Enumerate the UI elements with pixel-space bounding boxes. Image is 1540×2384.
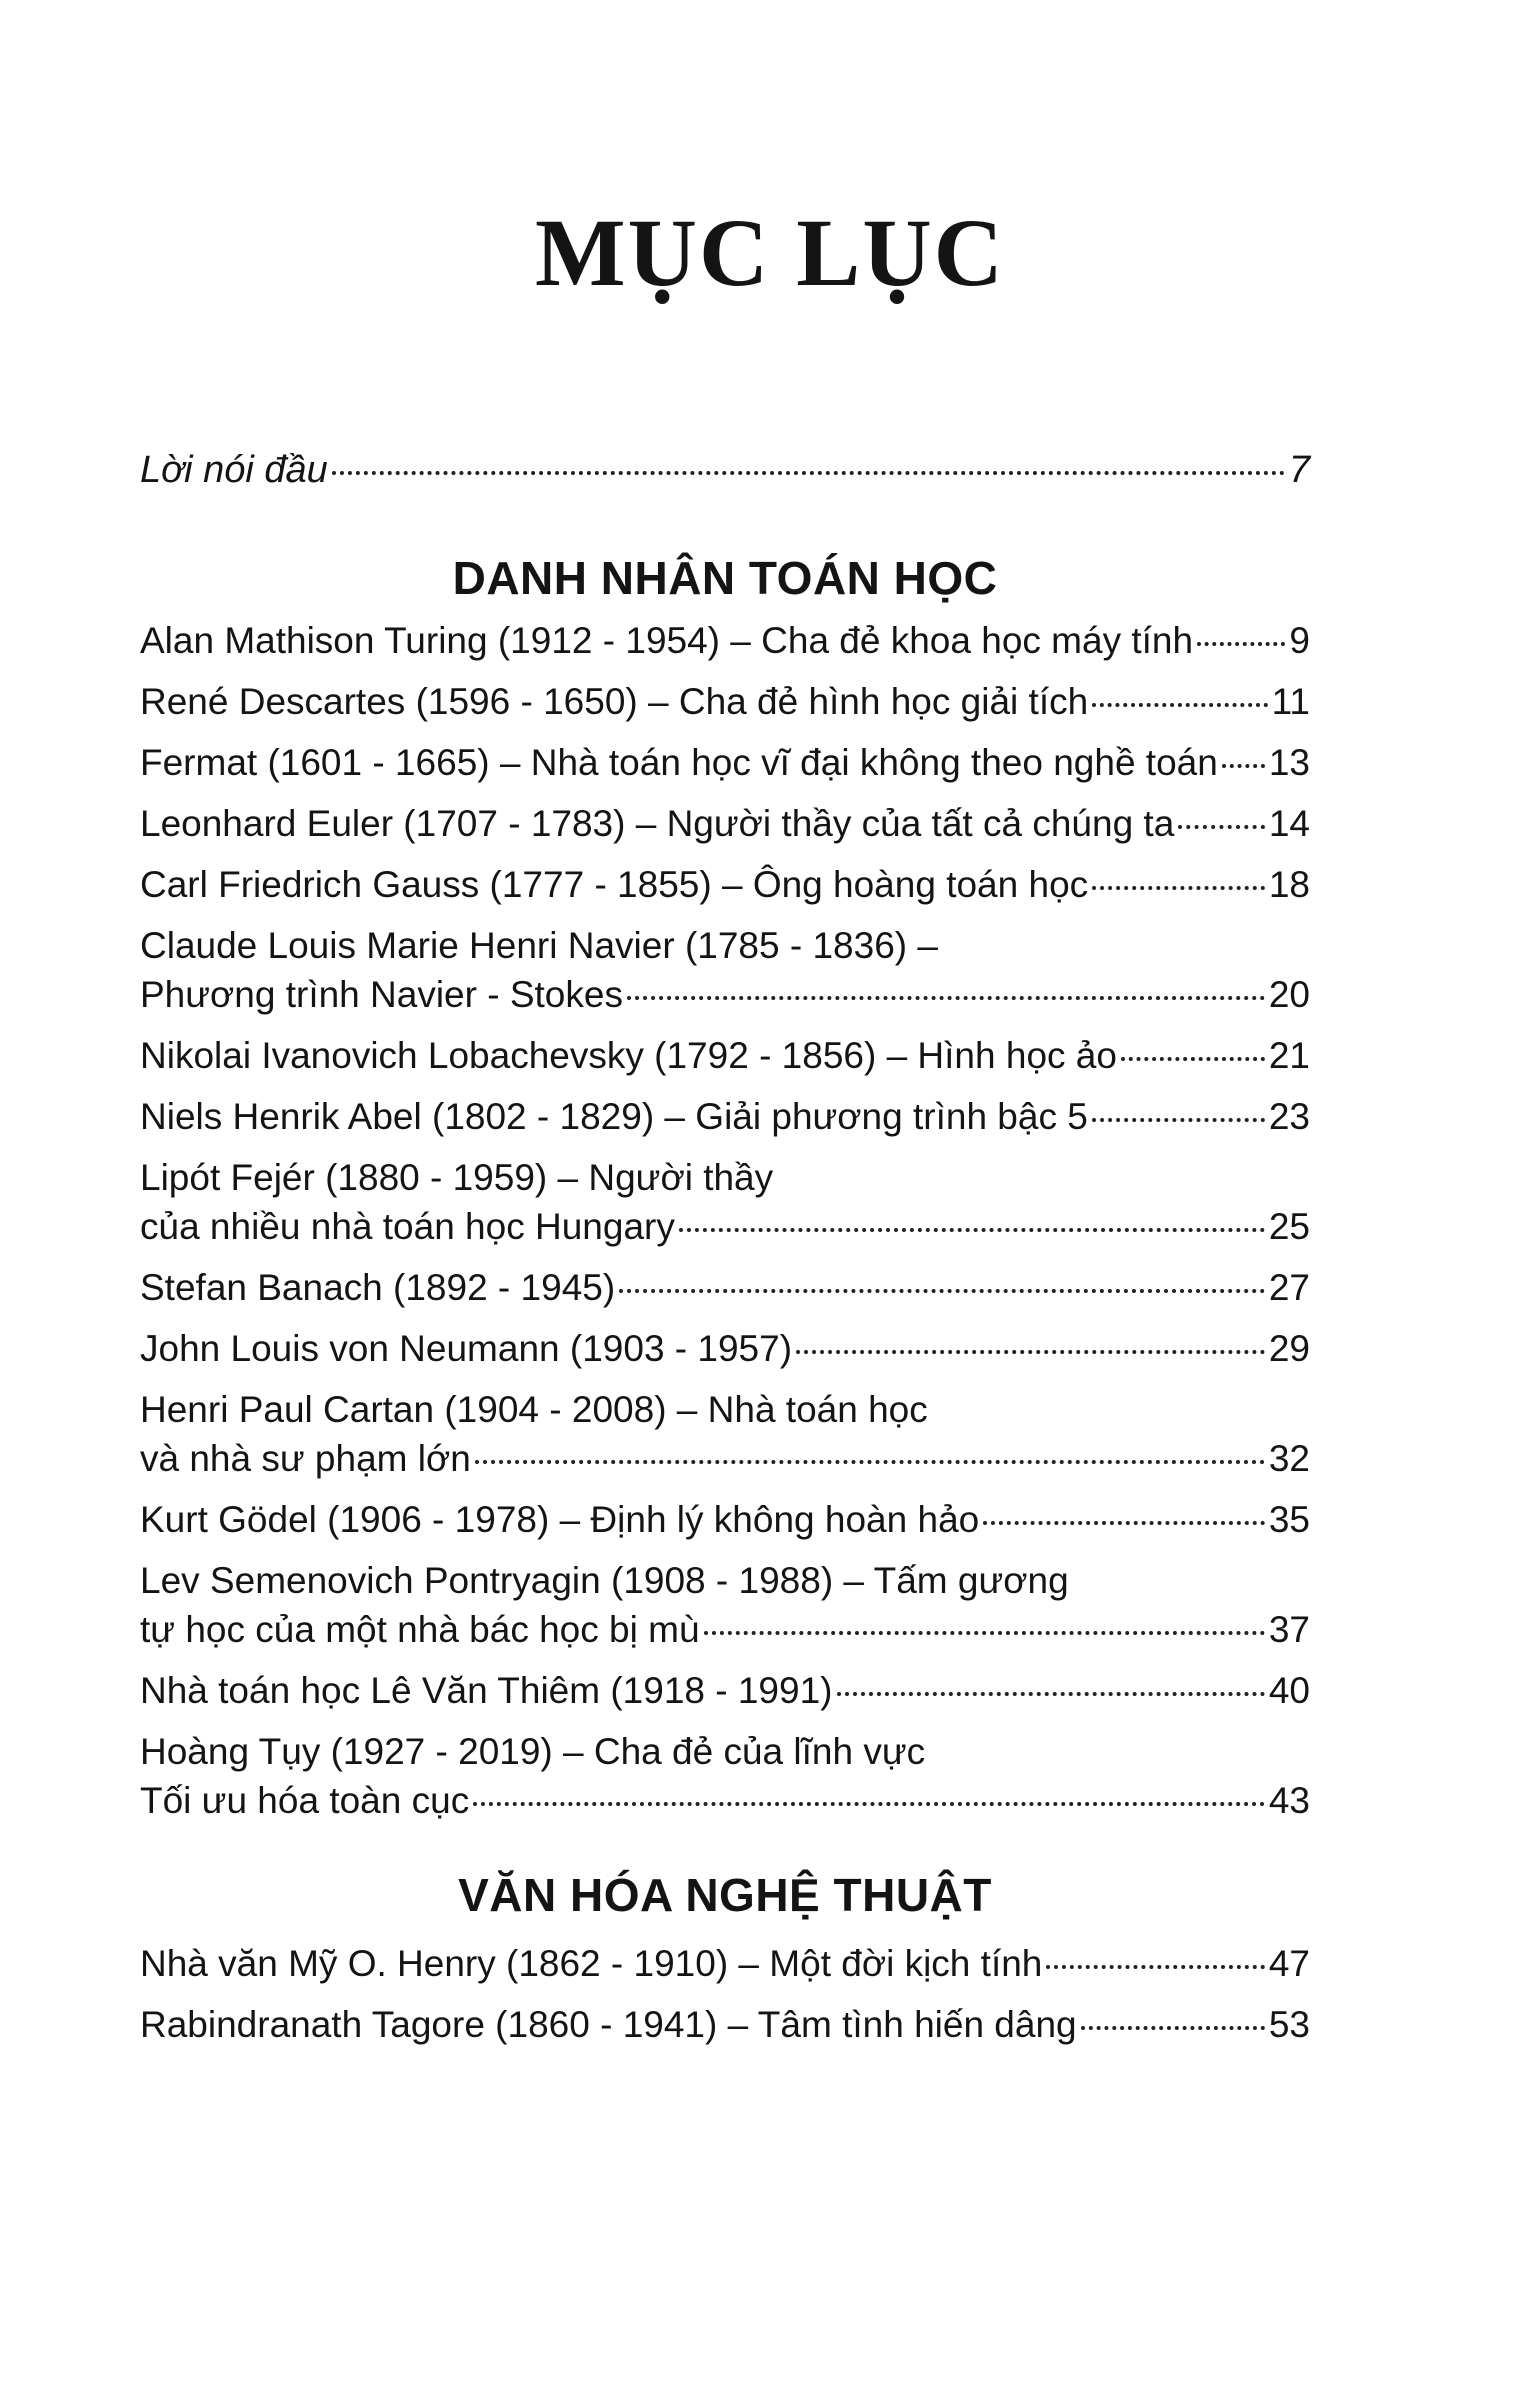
entry-title: Henri Paul Cartan (1904 - 2008) – Nhà toán học <box>140 1389 928 1430</box>
entry-line <box>140 616 1310 665</box>
entry-page-number: 20 <box>1268 974 1310 1015</box>
leader-dots <box>1197 642 1285 646</box>
toc-entry[interactable] <box>140 799 1310 848</box>
leader-dots <box>627 996 1265 1000</box>
leader-dots <box>1081 2026 1265 2030</box>
toc-entry[interactable] <box>140 677 1310 726</box>
leader-dots <box>1222 764 1265 768</box>
entry-title: Fermat (1601 - 1665) – Nhà toán học vĩ đại không theo nghề toán <box>140 742 1218 783</box>
entry-page-number: 47 <box>1268 1943 1310 1984</box>
toc-entry[interactable] <box>140 1092 1310 1141</box>
entry-line <box>140 677 1310 726</box>
entry-title: Lời nói đầu <box>140 449 328 491</box>
toc-entry[interactable] <box>140 1556 1310 1654</box>
entry-page-number: 9 <box>1289 620 1310 661</box>
toc-entry[interactable] <box>140 1727 1310 1825</box>
toc-entry[interactable] <box>140 860 1310 909</box>
leader-dots <box>983 1521 1265 1525</box>
entry-title: Kurt Gödel (1906 - 1978) – Định lý không hoàn hảo <box>140 1499 980 1540</box>
entry-page-number: 37 <box>1268 1609 1310 1650</box>
entry-page-number: 35 <box>1268 1499 1310 1540</box>
entry-title: Hoàng Tụy (1927 - 2019) – Cha đẻ của lĩnh vực <box>140 1731 926 1772</box>
entry-page-number: 32 <box>1268 1438 1310 1479</box>
entry-title: Carl Friedrich Gauss (1777 - 1855) – Ông hoàng toán học <box>140 864 1089 905</box>
toc-entry[interactable] <box>140 1324 1310 1373</box>
section-entries <box>140 1939 1310 2049</box>
toc-entry[interactable] <box>140 1666 1310 1715</box>
leader-dots <box>1178 825 1265 829</box>
entry-title: Nhà toán học Lê Văn Thiêm (1918 - 1991) <box>140 1670 833 1711</box>
toc-entry[interactable] <box>140 1153 1310 1251</box>
toc-entry[interactable] <box>140 2000 1310 2049</box>
entry-line <box>140 1202 1310 1251</box>
entry-page-number: 14 <box>1268 803 1310 844</box>
entry-page-number: 40 <box>1268 1670 1310 1711</box>
entry-line <box>140 1324 1310 1373</box>
entry-title: Stefan Banach (1892 - 1945) <box>140 1267 616 1308</box>
page-title: MỤC LỤC <box>535 199 1005 306</box>
leader-dots <box>1121 1057 1265 1061</box>
entry-title-continued: của nhiều nhà toán học Hungary <box>140 1206 675 1247</box>
entry-title: Rabindranath Tagore (1860 - 1941) – Tâm tình hiến dâng <box>140 2004 1077 2045</box>
entry-page-number: 27 <box>1268 1267 1310 1308</box>
entry-page-number: 43 <box>1268 1780 1310 1821</box>
leader-dots <box>837 1692 1265 1696</box>
leader-dots <box>473 1802 1265 1806</box>
entry-page-number: 13 <box>1268 742 1310 783</box>
entry-title: Leonhard Euler (1707 - 1783) – Người thầy của tất cả chúng ta <box>140 803 1175 844</box>
entry-page-number: 29 <box>1268 1328 1310 1369</box>
entry-line <box>140 2000 1310 2049</box>
entry-page-number: 25 <box>1268 1206 1310 1247</box>
entry-title: Niels Henrik Abel (1802 - 1829) – Giải phương trình bậc 5 <box>140 1096 1088 1137</box>
leader-dots <box>475 1460 1265 1464</box>
toc-entry[interactable] <box>140 1939 1310 1988</box>
entry-title: Lipót Fejér (1880 - 1959) – Người thầy <box>140 1157 774 1198</box>
section-entries <box>140 616 1310 1825</box>
toc-entry[interactable] <box>140 738 1310 787</box>
leader-dots <box>332 471 1285 475</box>
section-heading: DANH NHÂN TOÁN HỌC <box>452 552 998 604</box>
entry-title-continued: Tối ưu hóa toàn cục <box>140 1780 470 1821</box>
entry-title: René Descartes (1596 - 1650) – Cha đẻ hình học giải tích <box>140 681 1089 722</box>
leader-dots <box>1046 1965 1264 1969</box>
leader-dots <box>1092 886 1265 890</box>
section-heading: VĂN HÓA NGHỆ THUẬT <box>458 1869 992 1921</box>
entry-title: Nhà văn Mỹ O. Henry (1862 - 1910) – Một đời kịch tính <box>140 1943 1043 1984</box>
table-of-contents <box>140 440 1310 2061</box>
entry-title-continued: tự học của một nhà bác học bị mù <box>140 1609 700 1650</box>
entry-line <box>140 738 1310 787</box>
entry-title: Claude Louis Marie Henri Navier (1785 - 1836) – <box>140 925 938 966</box>
leader-dots <box>704 1631 1265 1635</box>
entry-page-number: 7 <box>1288 449 1310 491</box>
entry-page-number: 21 <box>1268 1035 1310 1076</box>
entry-title: Lev Semenovich Pontryagin (1908 - 1988) – Tấm gương <box>140 1560 1069 1601</box>
entry-title: Nikolai Ivanovich Lobachevsky (1792 - 1856) – Hình học ảo <box>140 1035 1117 1076</box>
toc-entry[interactable] <box>140 616 1310 665</box>
toc-entry-preface[interactable] <box>140 440 1310 500</box>
entry-page-number: 18 <box>1268 864 1310 905</box>
entry-line <box>140 970 1310 1019</box>
leader-dots <box>679 1228 1265 1232</box>
entry-title: John Louis von Neumann (1903 - 1957) <box>140 1328 793 1369</box>
entry-line <box>140 1939 1310 1988</box>
entry-line <box>140 1666 1310 1715</box>
entry-line <box>140 1495 1310 1544</box>
entry-line <box>140 860 1310 909</box>
toc-entry[interactable] <box>140 1385 1310 1483</box>
entry-page-number: 53 <box>1268 2004 1310 2045</box>
toc-entry[interactable] <box>140 1495 1310 1544</box>
entry-title: Alan Mathison Turing (1912 - 1954) – Cha đẻ khoa học máy tính <box>140 620 1194 661</box>
entry-page-number: 11 <box>1271 681 1310 722</box>
leader-dots <box>796 1350 1265 1354</box>
entry-line <box>140 1031 1310 1080</box>
entry-line <box>140 1434 1310 1483</box>
entry-line <box>140 1776 1310 1825</box>
toc-entry[interactable] <box>140 921 1310 1019</box>
entry-page-number: 23 <box>1268 1096 1310 1137</box>
leader-dots <box>1092 1118 1265 1122</box>
entry-line <box>140 1605 1310 1654</box>
entry-line <box>140 799 1310 848</box>
entry-title-continued: Phương trình Navier - Stokes <box>140 974 623 1015</box>
toc-entry[interactable] <box>140 1031 1310 1080</box>
leader-dots <box>1092 703 1267 707</box>
toc-entry[interactable] <box>140 1263 1310 1312</box>
leader-dots <box>619 1289 1265 1293</box>
entry-line <box>140 1092 1310 1141</box>
entry-title-continued: và nhà sư phạm lớn <box>140 1438 471 1479</box>
entry-line <box>140 1263 1310 1312</box>
